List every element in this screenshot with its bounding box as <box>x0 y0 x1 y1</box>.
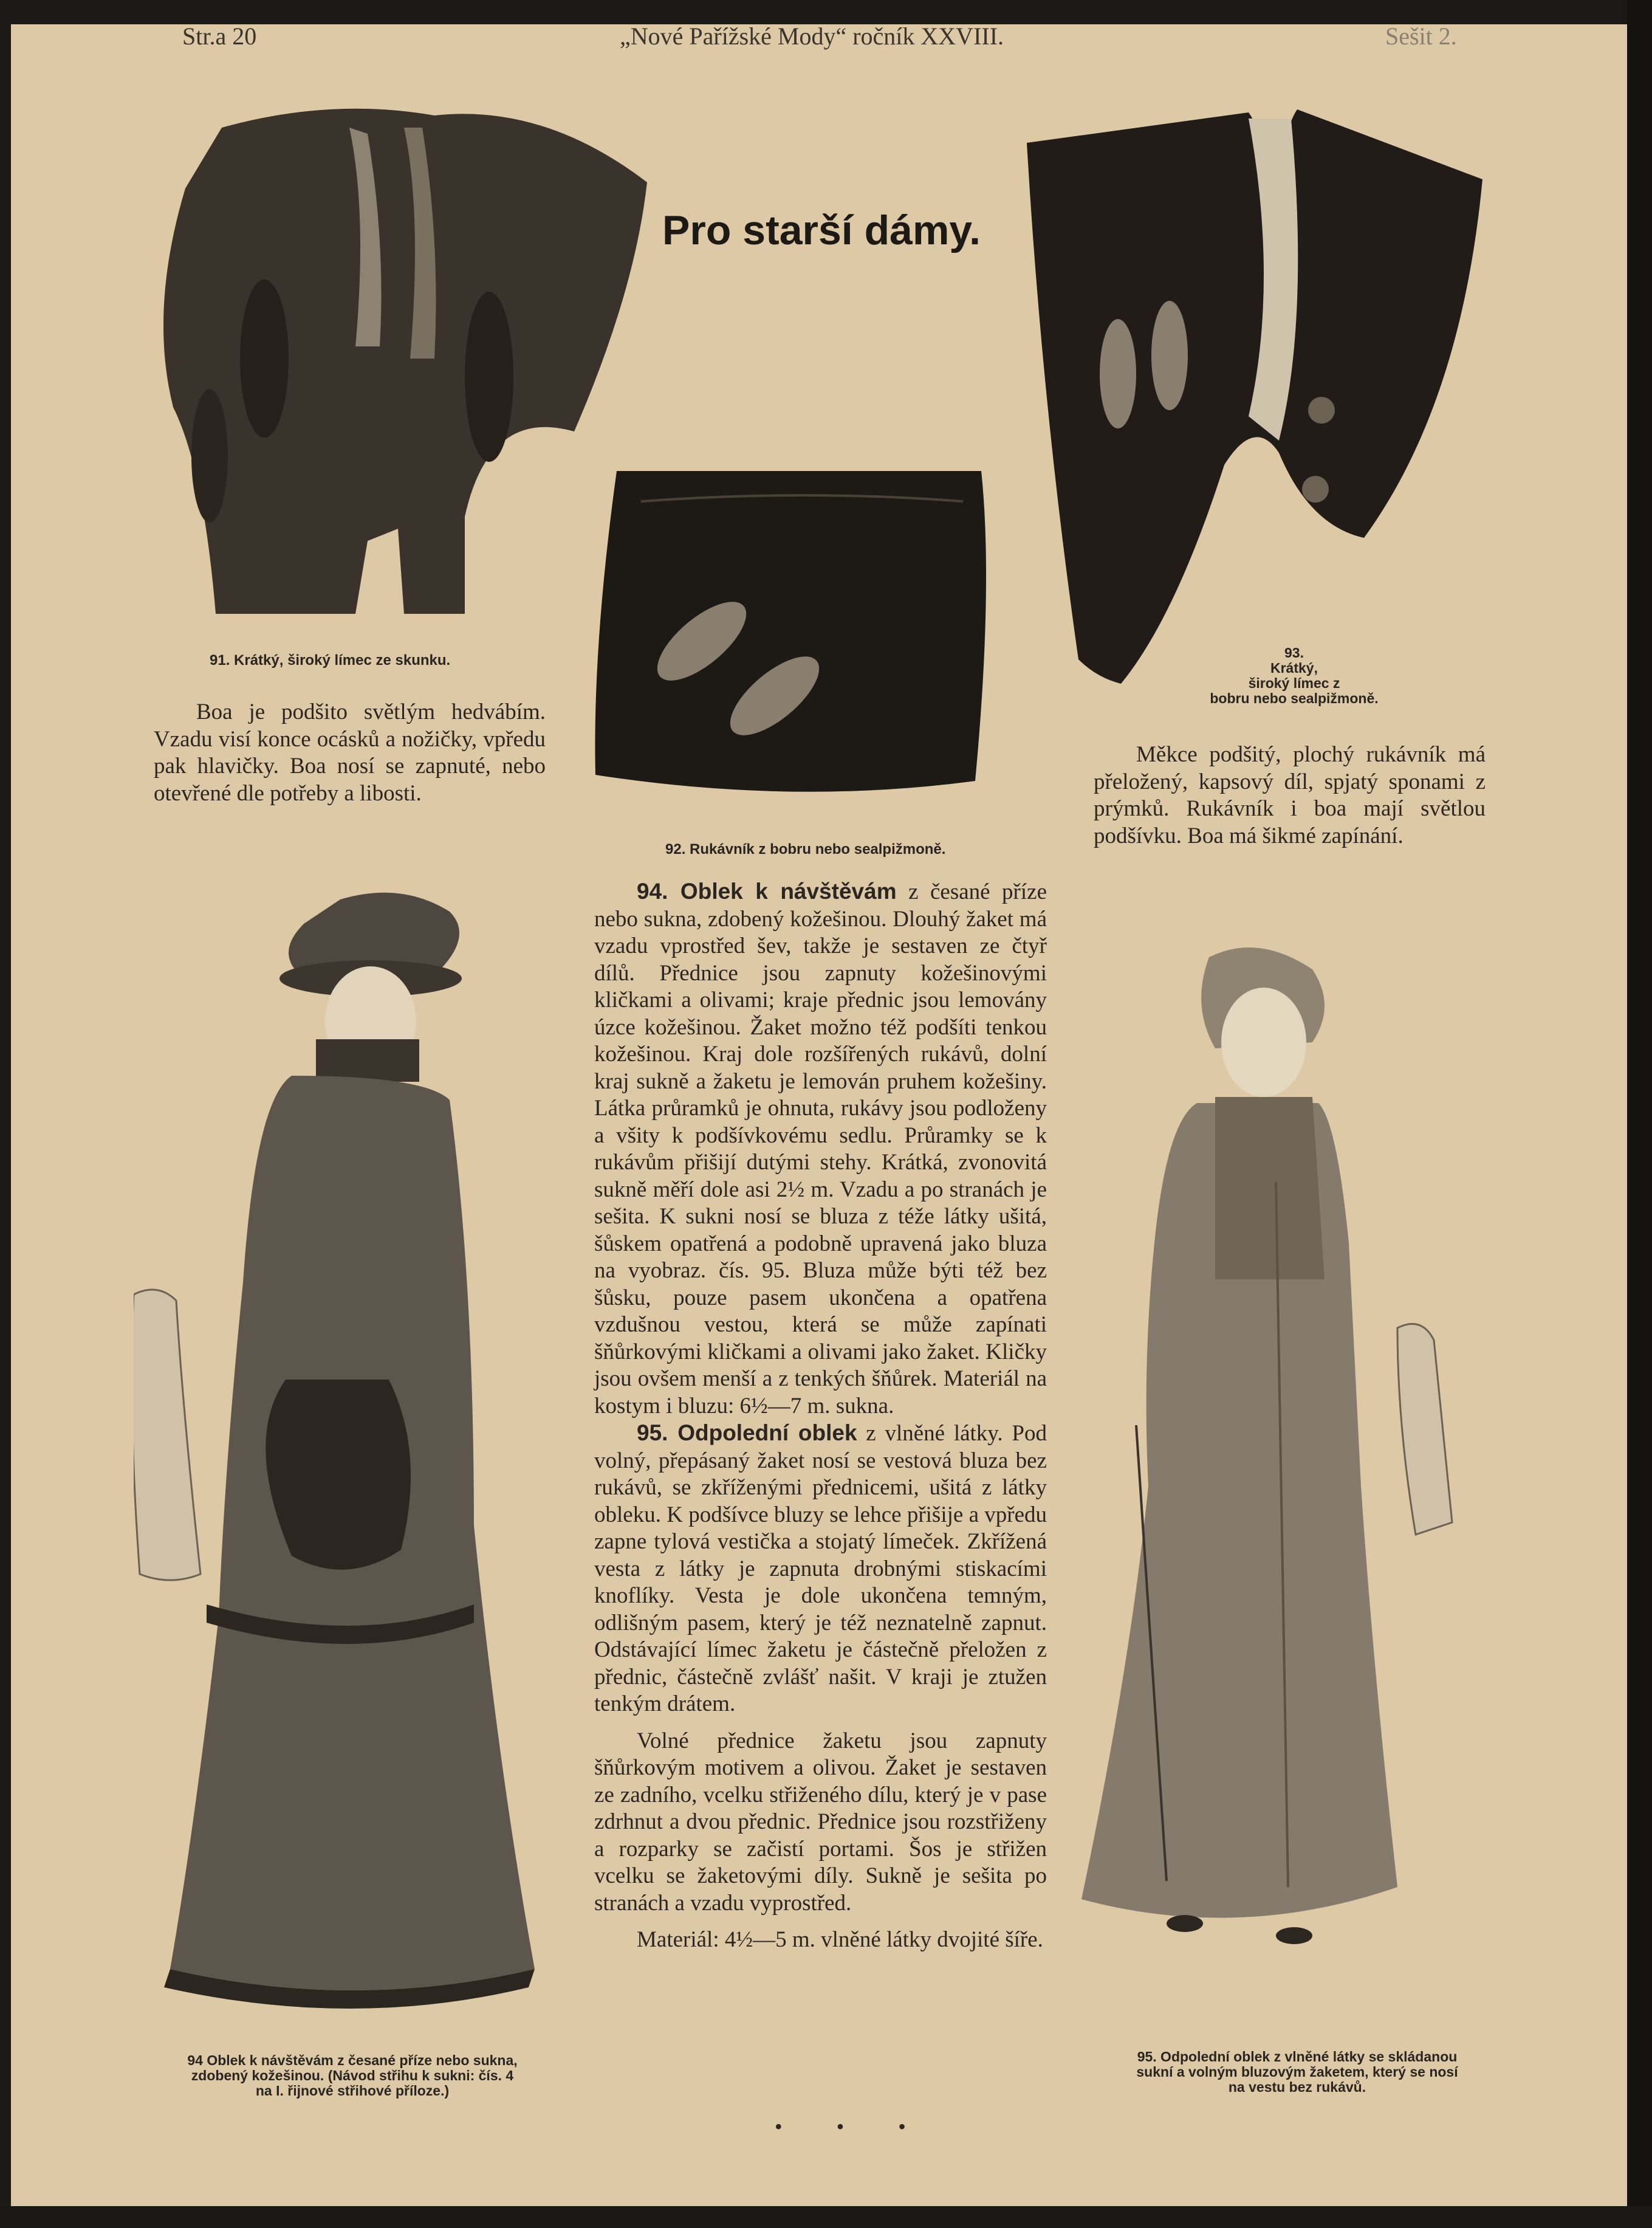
running-header: „Nové Pařížské Mody“ ročník XXVIII. <box>620 22 1004 50</box>
caption-95-line-1: 95. Odpolední oblek z vlněné látky se skládanou <box>1137 2049 1458 2065</box>
paragraph-94-heading: 94. Oblek k návštěvám <box>637 879 897 904</box>
caption-93-line-4: bobru nebo sealpižmoně. <box>1210 690 1379 706</box>
beaver-collar-illustration <box>1024 100 1486 684</box>
caption-91: 91. Krátký, široký límec ze skunku. <box>210 652 451 669</box>
right-paragraph <box>1094 741 1486 850</box>
caption-94-line-3: na I. řijnové střihové příloze.) <box>255 2083 450 2099</box>
figure-94-illustration <box>134 857 553 2024</box>
caption-95-line-2: sukní a volným bluzovým žaketem, který se nosí <box>1136 2064 1458 2080</box>
caption-95-line-3: na vestu bez rukávů. <box>1228 2079 1366 2095</box>
paragraph-94-text: z česané příze nebo sukna, zdobený kožešinou. Dlouhý žaket má vzadu vprostřed šev, takže je sestaven ze čtyř dílů. Přednice jsou zapnuty kožešinovými kličkami a olivami; kraje přednic jsou lemovány úzce kožešinou. Žaket možno též podšíti tenkou kožešinou. Kraj dole rozšířených rukávů, dolní kraj sukně a žaketu je lemován pruhem kožešiny. Látka průramků je ohnuta, rukávy jsou podloženy a všity k podšívkovému sedlu. Průramky se k rukávům přišijí dutými stehy. Krátká, zvonovitá sukně měří dole asi 2½ m. Vzadu a po stranách je sešita. K sukni nosí se bluza z téže látky ušitá, šůskem opatřená a podobně upravená jako bluza na vyobraz. čís. 95. Bluza může býti též bez šůsku, pouze pasem ukončena a opatřena vzdušnou vestou, která se může zapínati šňůrkovými kličkami a olivami jako žaket. Kličky jsou ovšem menší a z tenkých šňůrek. Materiál na kostym i bluzu: 6½—7 m. sukna. <box>594 879 1047 1418</box>
right-paragraph-text: Měkce podšitý, plochý rukávník má přeložený, kapsový díl, spjatý sponami z prýmků. Rukávník i boa mají světlou podšívku. Boa má šikmé zapínání. <box>1094 742 1486 848</box>
paragraph-95 <box>594 1420 1047 1718</box>
center-column <box>594 878 1047 1954</box>
paragraph-material: Materiál: 4½—5 m. vlněné látky dvojité šíře. <box>637 1927 1043 1952</box>
caption-94-line-1: 94 Oblek k návštěvám z česané příze nebo sukna, <box>187 2052 518 2068</box>
muff-illustration <box>592 465 993 805</box>
fur-collar-illustration <box>149 91 659 614</box>
caption-93-line-3: široký límec z <box>1248 675 1340 691</box>
paragraph-94 <box>594 878 1047 1420</box>
caption-94 <box>152 2053 553 2099</box>
bottom-edge <box>0 2206 1652 2228</box>
paragraph-95-text: z vlněné látky. Pod volný, přepásaný žaket nosí se vestová bluza bez rukávů, se zkříženými přednicemi, ušitá z látky obleku. K podšívce bluzy se lehce přišije a vpředu zapne tylová vestička a stojatý límeček. Zkřížená vesta z látky je zapnuta drobnými stiskacími knoflíky. Vesta je dole ukončena temným, odlišným pasem, který je též neznatelně zapnut. Odstávající límec žaketu je částečně přeložen z přednic, částečně zvlášť našit. V kraji je ztužen tenkým drátem. <box>594 1421 1047 1716</box>
caption-92: 92. Rukávník z bobru nebo sealpižmoně. <box>665 841 946 858</box>
issue-number: Sešit 2. <box>1385 22 1457 50</box>
caption-95 <box>1094 2049 1501 2095</box>
page-number: Str.a 20 <box>182 22 257 50</box>
page-title: Pro starší dámy. <box>662 207 981 253</box>
caption-94-line-2: zdobený kožešinou. (Návod střihu k sukni: čís. 4 <box>191 2068 514 2083</box>
left-paragraph-text: Boa je podšito světlým hedvábím. Vzadu visí konce ocásků a nožičky, vpředu pak hlavičky. Boa nosí se zapnuté, nebo otevřené dle potřeby a libosti. <box>154 700 546 806</box>
figure-95-illustration <box>1057 939 1495 2021</box>
caption-93-line-1: 93. <box>1284 645 1304 661</box>
binding-edge <box>1627 0 1652 2228</box>
paragraph-95-heading: 95. Odpolední oblek <box>637 1420 857 1445</box>
caption-93-line-2: Krátký, <box>1270 660 1318 676</box>
paragraph-volne: Volné přednice žaketu jsou zapnuty šňůrkovým motivem a olivou. Žaket je sestaven ze zadního, vcelku střiženého dílu, který je v pase zdrhnut a dvou přednic. Přednice jsou rozstřiženy a rozparky se začistí portami. Šos je střižen vcelku se žaketovými díly. Sukně je sešita po stranách a vzadu vyprostřed. <box>594 1728 1047 1916</box>
footer-ornament: • • • <box>775 2114 930 2139</box>
caption-93 <box>1203 645 1385 706</box>
left-paragraph <box>154 699 546 807</box>
